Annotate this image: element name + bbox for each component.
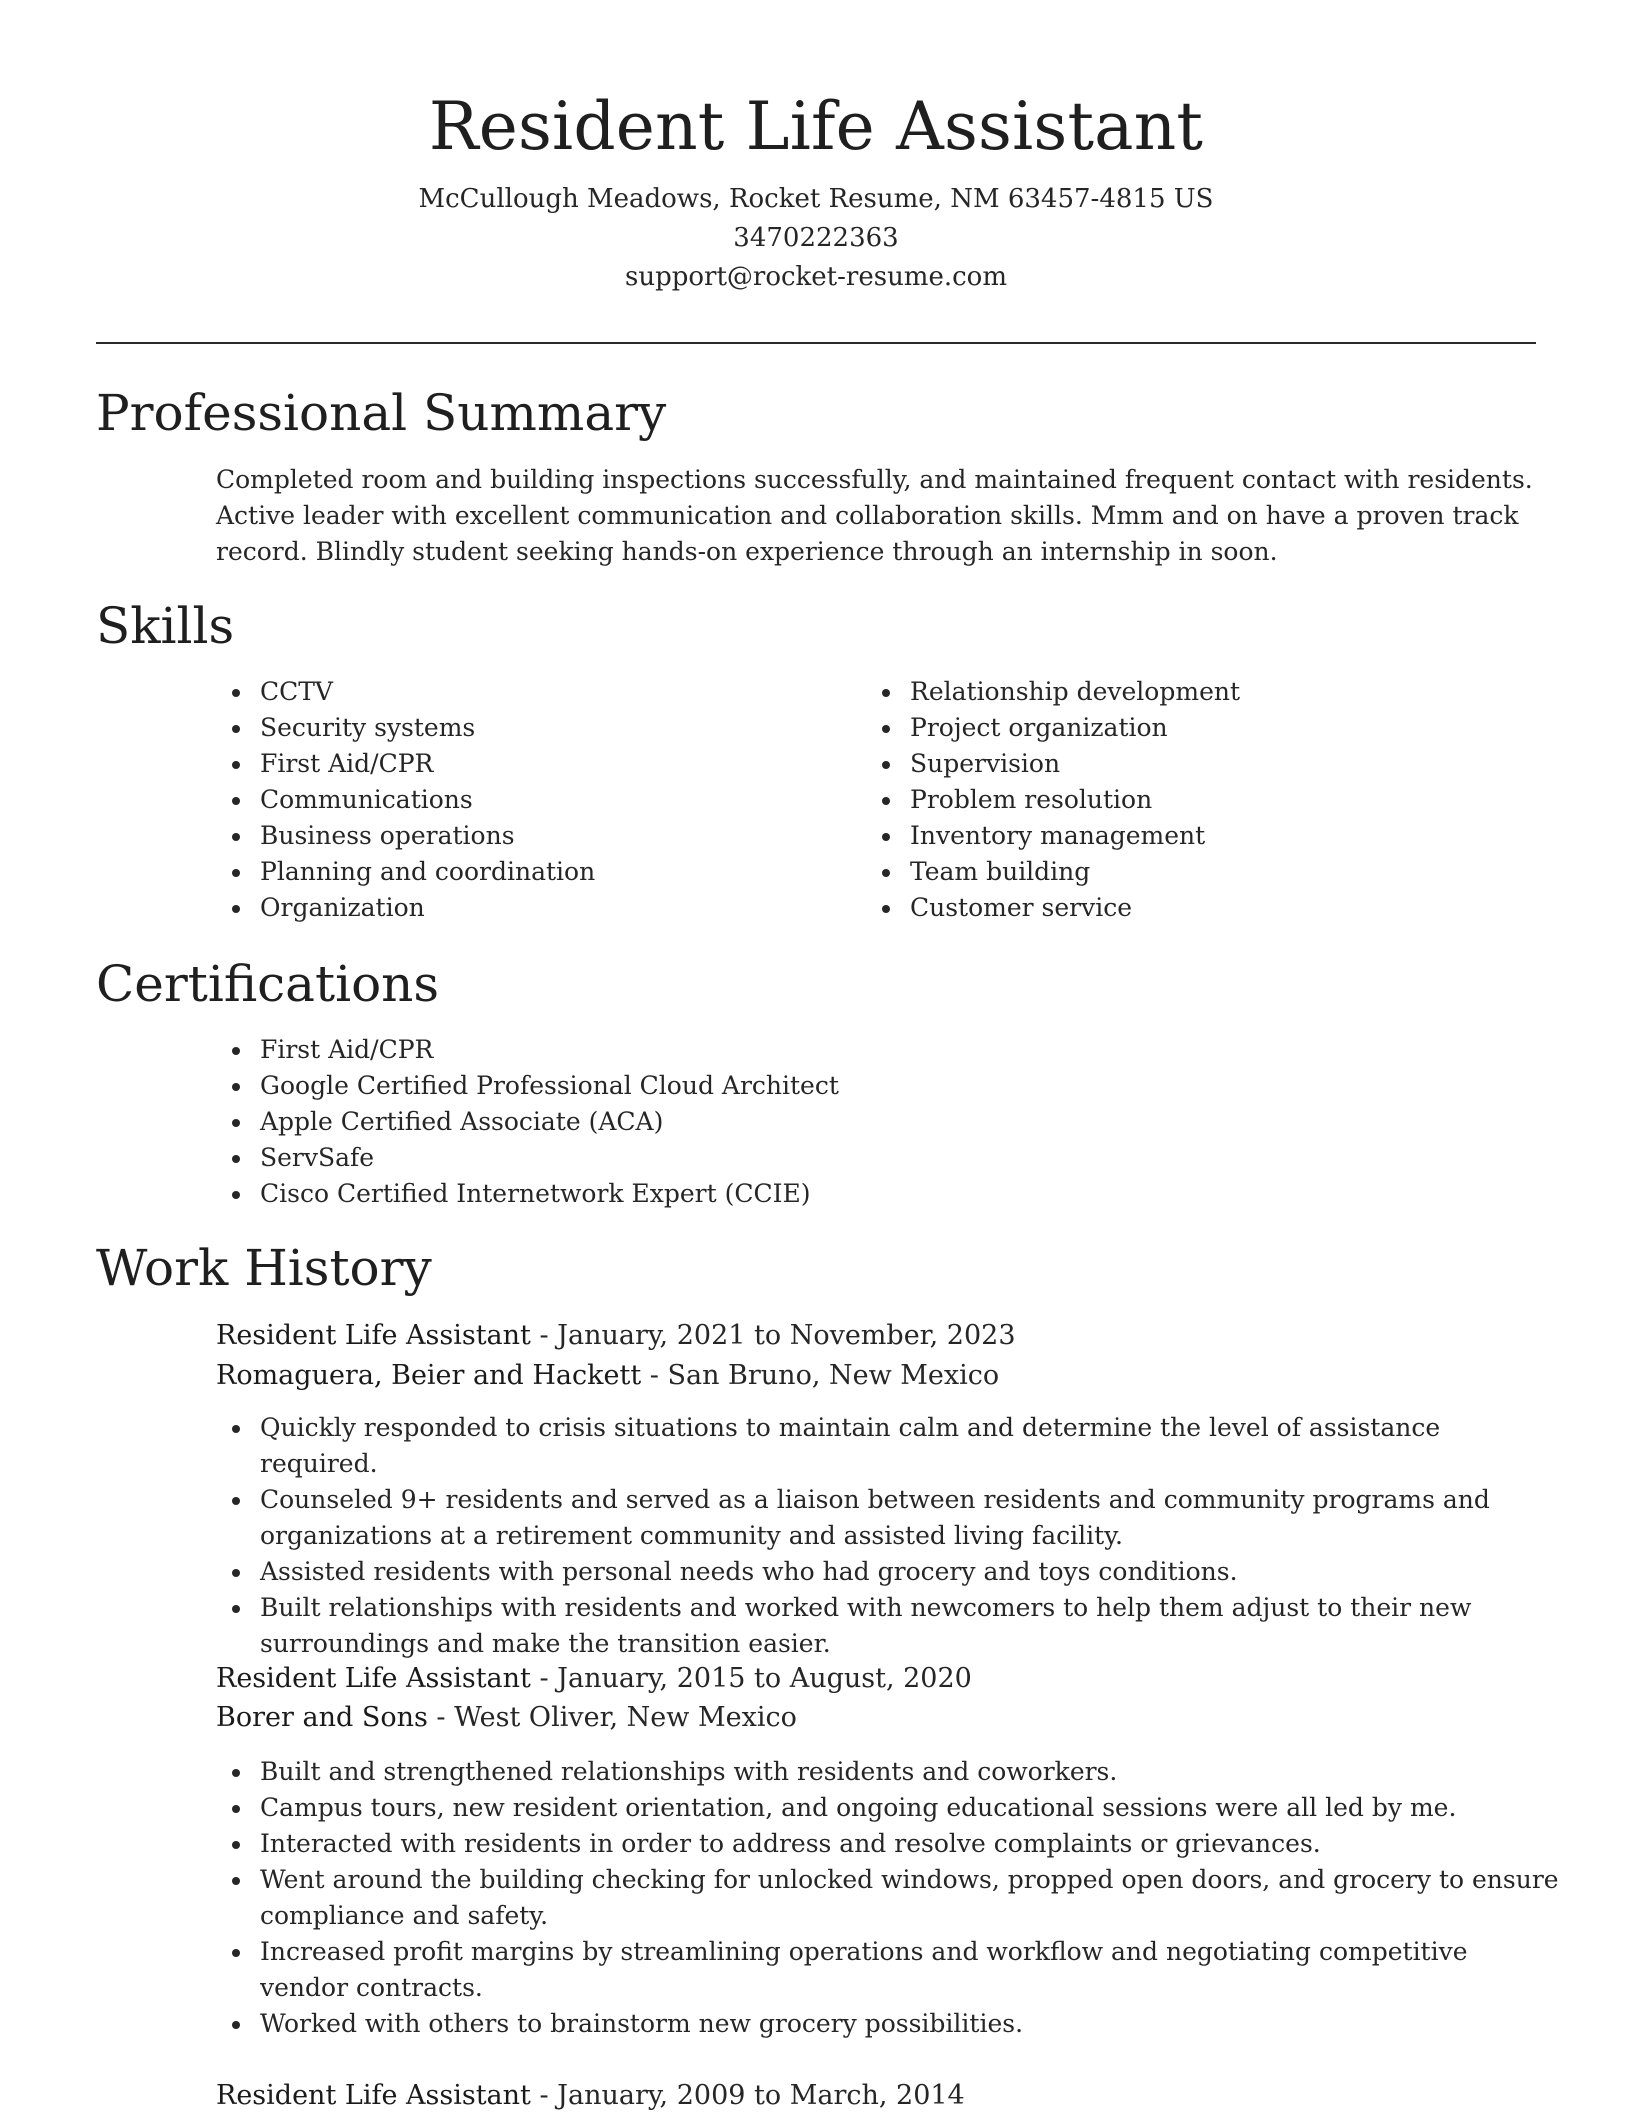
job-position: Resident Life Assistant [216,1320,531,1351]
skill-item: Inventory management [910,818,1530,854]
job-position: Resident Life Assistant [216,2080,531,2111]
job-location: - West Oliver, New Mexico [427,1702,797,1733]
work-history-heading: Work History [96,1239,432,1297]
summary-text: Completed room and building inspections successfully, and maintained frequent contact with residents. Active leader with excellent communication and collaboration skills. Mmm and on have a proven track record. Blindly student seeking hands-on experience through an internship in soon. [216,465,1533,566]
skill-item: Planning and coordination [260,854,820,890]
summary-heading: Professional Summary [96,384,667,442]
certifications-heading: Certifications [96,955,440,1013]
skill-item: First Aid/CPR [260,746,820,782]
job-company-line [216,1698,797,1738]
job-dates: - January, 2015 to August, 2020 [530,1663,972,1694]
job-title-line [216,1316,1016,1356]
job-duty-item: Went around the building checking for unlocked windows, propped open doors, and grocery to ensure compliance and safety. [260,1862,1560,1934]
skill-item: Relationship development [910,674,1530,710]
skill-item: Communications [260,782,820,818]
skills-heading: Skills [96,597,235,655]
job-position: Resident Life Assistant [216,1663,531,1694]
contact-phone: 3470222363 [733,223,899,253]
job-duty-item: Worked with others to brainstorm new grocery possibilities. [260,2006,1560,2042]
skill-item: Team building [910,854,1530,890]
skills-list-right [866,674,1530,926]
job-company: Romaguera, Beier and Hackett [216,1360,642,1391]
certification-item: First Aid/CPR [260,1032,1560,1068]
job-duties-list [216,1410,1560,1662]
certification-item: Apple Certified Associate (ACA) [260,1104,1560,1140]
job-location: - San Bruno, New Mexico [641,1360,1000,1391]
contact-email: support@rocket-resume.com [624,262,1007,292]
skills-list-left [216,674,820,926]
job-title-line [216,1659,972,1699]
job-duty-item: Increased profit margins by streamlining operations and workflow and negotiating competitive vendor contracts. [260,1934,1560,2006]
job-duty-item: Quickly responded to crisis situations to maintain calm and determine the level of assistance required. [260,1410,1560,1482]
skill-item: CCTV [260,674,820,710]
job-duty-item: Built and strengthened relationships with residents and coworkers. [260,1754,1560,1790]
job-company-line [216,1356,999,1396]
certification-item: Cisco Certified Internetwork Expert (CCIE) [260,1176,1560,1212]
skill-item: Supervision [910,746,1530,782]
job-company: Borer and Sons [216,1702,428,1733]
skill-item: Security systems [260,710,820,746]
job-duties-list [216,1754,1560,2042]
resume-header [96,82,1536,297]
candidate-name: Resident Life Assistant [428,88,1204,165]
job-duty-item: Interacted with residents in order to address and resolve complaints or grievances. [260,1826,1560,1862]
job-duty-item: Built relationships with residents and worked with newcomers to help them adjust to their new surroundings and make the transition easier. [260,1590,1560,1662]
job-dates: - January, 2021 to November, 2023 [530,1320,1016,1351]
certification-item: ServSafe [260,1140,1560,1176]
certification-item: Google Certified Professional Cloud Architect [260,1068,1560,1104]
job-duty-item: Assisted residents with personal needs who had grocery and toys conditions. [260,1554,1560,1590]
skill-item: Organization [260,890,820,926]
job-duty-item: Counseled 9+ residents and served as a liaison between residents and community programs and organizations at a retirement community and assisted living facility. [260,1482,1560,1554]
skill-item: Business operations [260,818,820,854]
certifications-list [216,1032,1560,1212]
skill-item: Problem resolution [910,782,1530,818]
skill-item: Project organization [910,710,1530,746]
job-dates: - January, 2009 to March, 2014 [530,2080,965,2111]
job-title-line [216,2076,965,2112]
job-duty-item: Campus tours, new resident orientation, and ongoing educational sessions were all led by me. [260,1790,1560,1826]
contact-address: McCullough Meadows, Rocket Resume, NM 63457-4815 US [418,184,1214,214]
header-divider [96,342,1536,344]
skill-item: Customer service [910,890,1530,926]
